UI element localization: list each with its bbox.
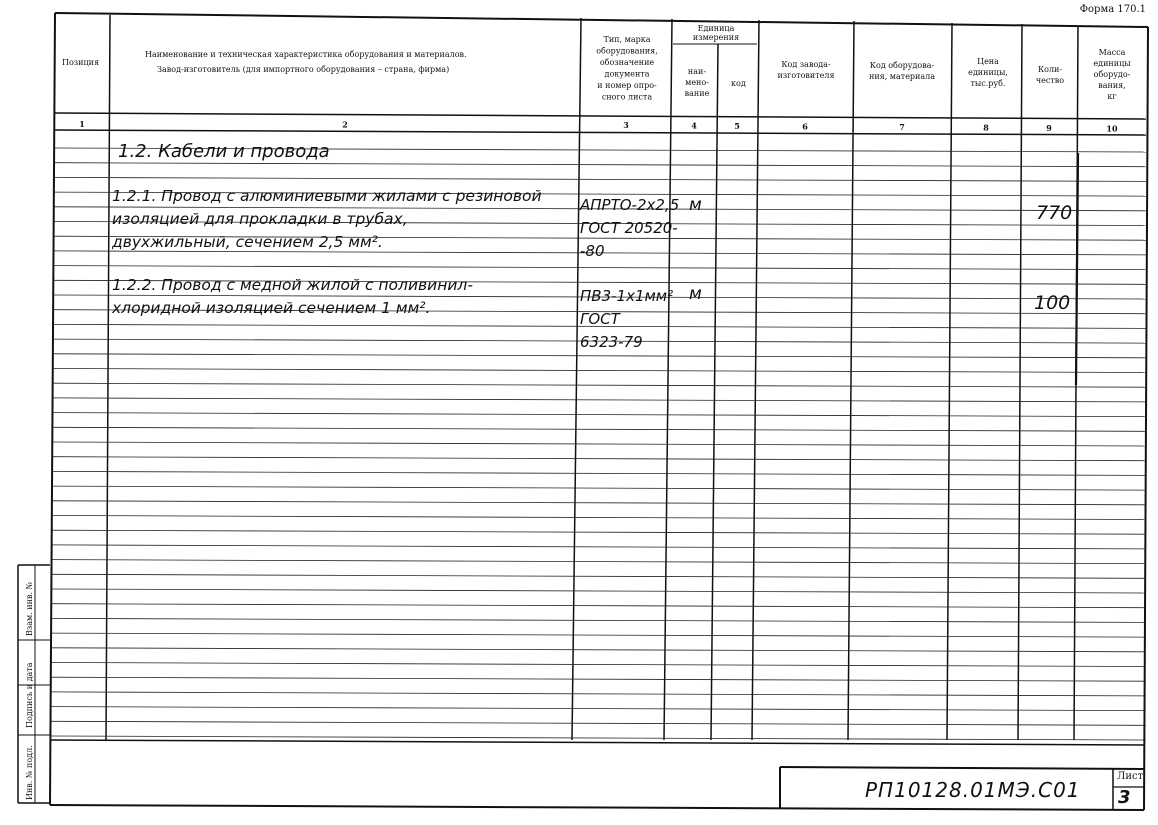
item-2-unit: м — [689, 284, 702, 304]
header-unit-code: код — [731, 79, 746, 88]
column-number-6: 6 — [802, 121, 808, 132]
item-1-type — [579, 196, 679, 260]
header-factory-code — [777, 60, 834, 80]
header-unit-group-line-2: измерения — [692, 33, 740, 42]
header-price-line-1: Цена — [977, 57, 999, 66]
header-unit-group-line-1: Единица — [697, 24, 735, 33]
side-stamp-replace: Взам. инв. № — [25, 581, 34, 636]
header-type-line-4: документа — [604, 69, 650, 79]
item-1-name-line-2: изоляцией для прокладки в трубах, — [112, 210, 408, 228]
document-code: РП10128.01МЭ.С01 — [865, 778, 1081, 802]
header-type-line-3: обозначение — [599, 58, 655, 67]
header-type-line-5: и номер опро- — [597, 81, 657, 90]
column-number-7: 7 — [899, 122, 905, 132]
header-quantity-line-2: чество — [1035, 76, 1065, 85]
header-mass-line-4: вания, — [1098, 81, 1126, 90]
row-rule — [51, 663, 1146, 667]
sheet-label: Лист — [1117, 771, 1144, 782]
row-rule — [52, 560, 1146, 564]
row-rule — [52, 589, 1146, 593]
item-2-type-line-2: ГОСТ — [580, 310, 620, 328]
row-rule — [52, 471, 1146, 475]
item-1-type-line-1: АПРТО-2х2,5 — [580, 196, 680, 214]
header-mass-line-5: кг — [1107, 92, 1117, 101]
header-price — [968, 57, 1008, 88]
row-rule — [51, 648, 1146, 652]
row-rule — [52, 457, 1146, 461]
row-rule — [53, 427, 1146, 431]
header-factory-line-1: Код завода- — [781, 60, 831, 69]
row-rule — [52, 442, 1146, 446]
row-rule — [51, 618, 1146, 622]
section-title: 1.2. Кабели и провода — [118, 141, 330, 162]
item-1-quantity: 770 — [1036, 202, 1073, 224]
column-number-2: 2 — [342, 119, 348, 130]
column-number-10: 10 — [1106, 123, 1118, 134]
row-rule — [51, 604, 1146, 608]
item-1-unit: м — [689, 195, 702, 215]
item-2-quantity: 100 — [1034, 292, 1071, 314]
row-rule — [54, 177, 1146, 181]
column-number-9: 9 — [1046, 123, 1052, 133]
row-rule — [51, 692, 1146, 696]
form-number-label: Форма 170.1 — [1079, 4, 1146, 15]
row-rule — [52, 486, 1146, 490]
item-2-type-line-3: 6323-79 — [580, 333, 643, 351]
row-rule — [52, 530, 1146, 534]
item-2-name-line-2: хлоридной изоляцией сечением 1 мм². — [112, 299, 431, 317]
header-type-line-1: Тип, марка — [603, 35, 651, 44]
header-type-line-2: оборудования, — [596, 46, 658, 56]
header-unit-name — [685, 67, 710, 98]
header-quantity — [1036, 65, 1064, 85]
header-type-line-6: сного листа — [601, 92, 653, 102]
row-rule — [52, 574, 1146, 578]
row-rule — [52, 545, 1146, 549]
column-number-3: 3 — [623, 120, 629, 130]
item-2-name-line-1: 1.2.2. Провод с медной жилой с поливинил- — [112, 276, 473, 294]
header-position: Позиция — [62, 58, 100, 67]
header-price-line-3: тыс.руб. — [970, 79, 1006, 88]
header-type-cell — [596, 35, 658, 102]
item-1-type-line-2: ГОСТ 20520- — [580, 219, 678, 237]
header-mass — [1093, 48, 1131, 101]
row-rule — [51, 677, 1146, 681]
header-factory-line-2: изготовителя — [777, 71, 835, 80]
row-rule — [51, 707, 1146, 711]
column-number-5: 5 — [734, 121, 740, 131]
header-name-line2: Завод-изготовитель (для импортного оборудования – страна, фирма) — [157, 65, 450, 74]
side-stamp-signature: Подпись и дата — [25, 662, 34, 728]
header-equipment-code — [869, 61, 935, 81]
column-number-4: 4 — [691, 120, 697, 131]
sheet-number: 3 — [1118, 787, 1131, 808]
row-rule — [52, 516, 1146, 520]
header-unit-group — [693, 24, 739, 42]
header-equipment-line-1: Код оборудова- — [869, 61, 935, 70]
header-unit-name-line-2: мено- — [685, 78, 709, 87]
item-1-name — [111, 187, 542, 251]
row-rule — [52, 501, 1146, 505]
header-unit-name-line-3: вание — [684, 89, 710, 98]
side-stamp-inv: Инв. № подл. — [25, 745, 34, 800]
header-mass-line-3: оборудо- — [1093, 70, 1131, 79]
row-rule — [53, 398, 1146, 402]
row-rule — [51, 633, 1146, 637]
row-rule — [53, 383, 1146, 387]
item-1-name-line-1: 1.2.1. Провод с алюминиевыми жилами с резиновой — [112, 187, 542, 205]
header-mass-line-2: единицы — [1093, 59, 1131, 68]
column-number-8: 8 — [983, 122, 989, 133]
header-equipment-line-2: ния, материала — [868, 72, 936, 81]
item-1-type-line-3: -80 — [580, 242, 605, 260]
item-2-type-line-1: ПВ3-1х1мм² — [580, 287, 674, 305]
item-1-name-line-3: двухжильный, сечением 2,5 мм². — [112, 233, 383, 251]
row-rule — [54, 163, 1146, 167]
row-rule — [53, 266, 1146, 270]
header-quantity-line-1: Коли- — [1037, 65, 1063, 74]
row-rule — [53, 413, 1146, 417]
header-unit-name-line-1: наи- — [687, 67, 707, 76]
header-name-line1: Наименование и техническая характеристика оборудования и материалов. — [145, 50, 467, 59]
row-rule — [53, 369, 1146, 373]
header-price-line-2: единицы, — [968, 68, 1008, 77]
row-rule — [51, 721, 1146, 725]
row-rule — [53, 354, 1146, 358]
header-mass-line-1: Масса — [1098, 48, 1126, 57]
row-rule — [51, 736, 1146, 740]
column-number-1: 1 — [79, 119, 85, 129]
